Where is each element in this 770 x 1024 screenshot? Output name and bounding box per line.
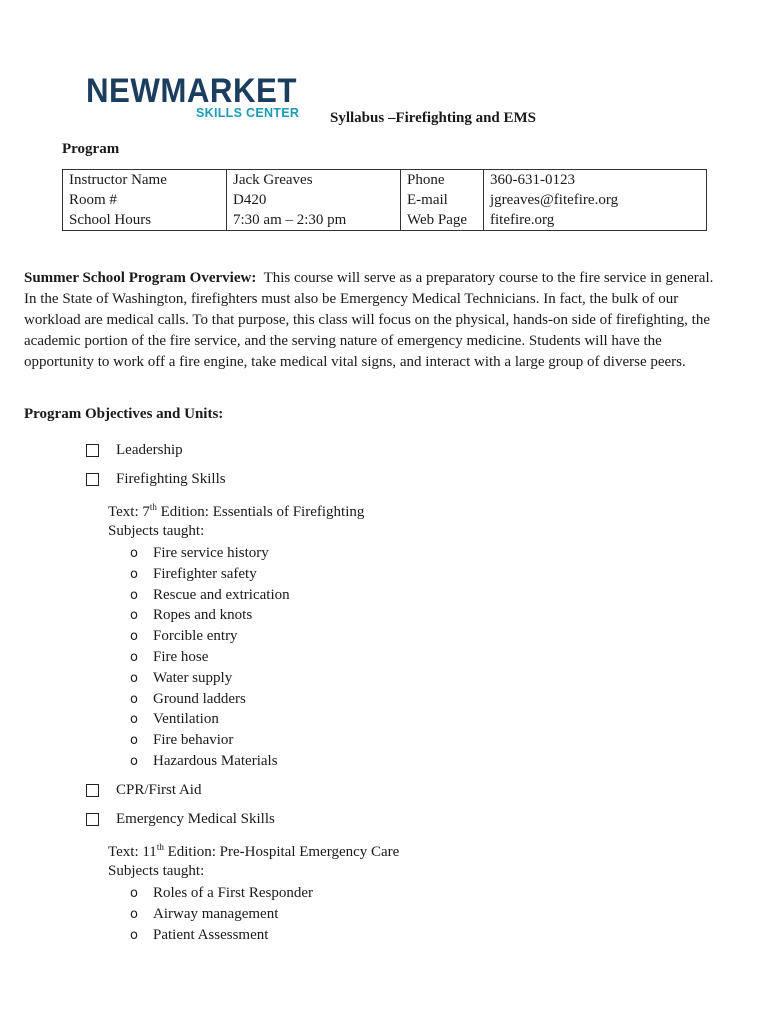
table-row [63,210,707,231]
table-cell: E-mail [401,190,484,210]
table-cell: D420 [227,190,401,210]
table-cell: Jack Greaves [227,170,401,191]
table-cell: Web Page [401,210,484,231]
subjects-taught-label: Subjects taught: [108,523,205,539]
subject-label: Fire behavior [153,732,234,749]
unit-label: Leadership [116,442,183,458]
table-cell: fitefire.org [484,210,707,231]
unit-checkbox-item [86,782,201,799]
subject-label: Forcible entry [153,628,238,645]
circle-bullet-icon: o [130,691,138,707]
program-label: Program [62,141,120,157]
circle-bullet-icon: o [130,886,138,901]
list-item [130,883,313,904]
program-overview [24,268,714,373]
overview-text: This course will serve as a preparatory course to the fire service in general. In the State of Washington, firefighters must also be Emergency Medical Technicians. In fact, the bulk of our workload are medical calls. To that purpose, this class will focus on the physical, hands-on side of firefighting, the academic portion of the fire service, and the serving nature of emergency medicine. Students will have the opportunity to work off a fire engine, take medical vital signs, and interact with a large group of diverse peers. [24,270,714,370]
subject-label: Firefighter safety [153,565,257,582]
circle-bullet-icon: o [130,546,138,561]
list-item [130,543,290,564]
program-info-table [62,169,707,231]
objectives-heading: Program Objectives and Units: [24,406,224,422]
table-row [63,170,707,191]
list-item [130,564,290,585]
table-cell: Room # [63,190,227,210]
list-item [130,709,290,730]
unit-checkbox-item [86,471,226,488]
logo-wordmark: NEWMARKET [86,72,297,110]
subject-label: Roles of a First Responder [153,885,313,901]
unit-checkbox-item [86,811,275,828]
unit-label: Emergency Medical Skills [116,811,275,827]
circle-bullet-icon: o [130,629,138,645]
table-cell: School Hours [63,210,227,231]
checkbox-icon [86,813,99,826]
table-cell: Phone [401,170,484,191]
ems-textbook: Text: 11th Edition: Pre-Hospital Emergency Care [108,842,400,860]
circle-bullet-icon: o [130,608,138,624]
overview-label: Summer School Program Overview: [24,270,257,286]
subject-label: Patient Assessment [153,926,269,943]
checkbox-icon [86,784,99,797]
checkbox-icon [86,473,99,486]
newmarket-logo [86,72,312,122]
list-item [130,751,290,772]
table-cell: 360-631-0123 [484,170,707,191]
circle-bullet-icon: o [130,649,138,665]
table-row [63,190,707,210]
ems-subjects-list [130,883,313,945]
table-cell: Instructor Name [63,170,227,191]
list-item [130,668,290,689]
circle-bullet-icon: o [130,733,138,749]
subject-label: Ground ladders [153,690,246,707]
unit-label: Firefighting Skills [116,471,226,487]
subject-label: Rescue and extrication [153,586,290,603]
firefighting-textbook: Text: 7th Edition: Essentials of Firefighting [108,502,365,520]
checkbox-icon [86,444,99,457]
unit-checkbox-item [86,442,183,459]
list-item [130,904,313,925]
circle-bullet-icon: o [130,927,138,943]
subject-label: Fire hose [153,648,209,665]
subject-label: Water supply [153,669,233,686]
unit-label: CPR/First Aid [116,782,202,798]
list-item [130,647,290,668]
table-cell: 7:30 am – 2:30 pm [227,210,401,231]
list-item [130,605,290,626]
list-item [130,730,290,751]
circle-bullet-icon: o [130,587,138,603]
logo-tagline: SKILLS CENTER [196,106,300,120]
circle-bullet-icon: o [130,712,138,728]
circle-bullet-icon: o [130,906,138,922]
firefighting-subjects-list [130,543,290,772]
list-item [130,689,290,710]
subject-label: Ropes and knots [153,607,253,624]
list-item [130,585,290,606]
circle-bullet-icon: o [130,670,138,686]
circle-bullet-icon: o [130,753,138,769]
list-item [130,626,290,647]
circle-bullet-icon: o [130,566,138,582]
subject-label: Fire service history [153,545,269,561]
subject-label: Airway management [153,905,279,922]
subject-label: Ventilation [153,711,219,728]
subject-label: Hazardous Materials [153,752,278,769]
document-title: Syllabus –Firefighting and EMS [330,110,537,126]
table-cell: jgreaves@fitefire.org [484,190,707,210]
list-item [130,925,313,946]
subjects-taught-label: Subjects taught: [108,863,205,879]
